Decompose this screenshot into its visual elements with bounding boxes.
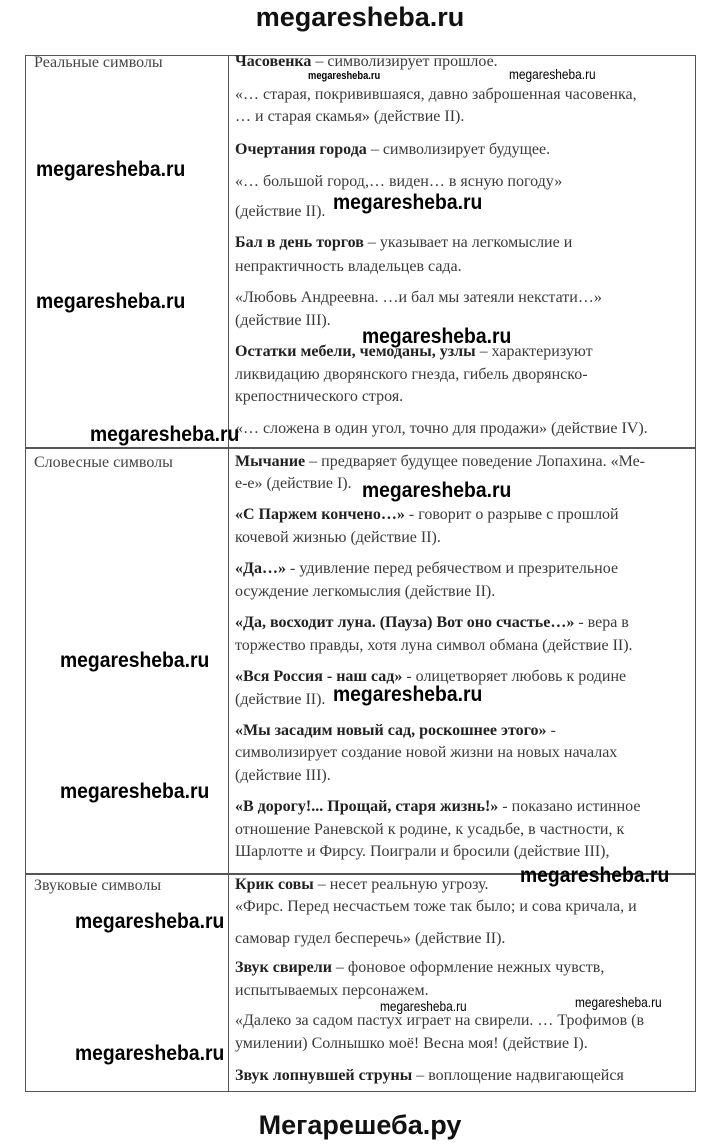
footer-title: Мегарешеба.ру [258, 1110, 462, 1140]
text-line [235, 312, 331, 330]
description: «Далеко за садом пастух играет на свирели. … Трофимов (в [235, 1012, 645, 1029]
text-line [235, 141, 550, 159]
text-line [235, 744, 617, 762]
site-title: megaresheba.ru [255, 2, 465, 32]
description: – несет реальную угрозу. [313, 876, 489, 893]
description: Шарлотте и Фирсу. Поиграли и бросили (действие III), [235, 843, 610, 860]
text-line [235, 86, 637, 104]
watermark: megaresheba.ru [333, 191, 483, 214]
text-line [235, 234, 572, 252]
text-line [235, 843, 609, 861]
term: Часовенка [235, 53, 312, 70]
term: Звук свирели [235, 959, 332, 976]
watermark: megaresheba.ru [333, 683, 483, 706]
row-label-verbal: Словесные символы [34, 454, 173, 471]
text-line [235, 930, 505, 948]
description: символизирует создание новой жизни на новых началах [235, 744, 618, 761]
description: «… сложена в один угол, точно для продажи» (действие IV). [235, 420, 648, 437]
description: ликвидацию дворянского гнезда, гибель дворянско- [235, 366, 588, 383]
text-line [235, 959, 604, 977]
description: осуждение легкомыслия (действие II). [235, 583, 496, 600]
term: «Да, восходит луна. (Пауза) Вот оно счастье…» [235, 614, 575, 631]
watermark: megaresheba.ru [308, 70, 381, 82]
watermark: megaresheba.ru [75, 1042, 225, 1065]
term: Очертания города [235, 141, 367, 158]
watermark: megaresheba.ru [362, 479, 512, 502]
text-line [235, 722, 556, 740]
term: «Вся Россия - наш сад» [235, 668, 403, 685]
description: «… старая, покривившаяся, давно заброшенная часовенка, [235, 86, 637, 103]
text-line [235, 614, 629, 632]
watermark: megaresheba.ru [509, 66, 596, 82]
description: - вера в [574, 614, 629, 631]
text-line [235, 821, 624, 839]
text-line [235, 1035, 588, 1053]
text-line [235, 637, 633, 655]
description: «… большой город,… виден… в ясную погоду» [235, 173, 563, 190]
text-line [235, 258, 462, 276]
text-line [235, 420, 648, 438]
description: – характеризуют [475, 343, 593, 360]
description: - удивление перед ребячеством и презрительное [286, 560, 619, 577]
description: – символизирует прошлое. [311, 53, 498, 70]
term: Звук лопнувшей струны [235, 1067, 413, 1084]
text-line [235, 691, 325, 709]
text-line [235, 1067, 624, 1085]
row-divider [25, 447, 696, 449]
description: – указывает на легкомыслие и [363, 234, 573, 251]
watermark: megaresheba.ru [36, 158, 186, 181]
description: – фоновое оформление нежных чувств, [331, 959, 605, 976]
text-line [235, 366, 588, 384]
description: е-е» (действие I). [235, 475, 352, 492]
description: торжество правды, хотя луна символ обмана (действие II). [235, 637, 633, 654]
description: (действие II). [235, 203, 326, 220]
description: (действие III). [235, 312, 331, 329]
text-line [235, 560, 618, 578]
text-line [235, 506, 619, 524]
text-line [235, 203, 325, 221]
term: Крик совы [235, 876, 314, 893]
description: - показано истинное [498, 798, 641, 815]
text-line [235, 453, 645, 471]
term: Мычание [235, 453, 306, 470]
watermark: megaresheba.ru [60, 649, 210, 672]
description: отношение Раневской к родине, к усадьбе, в частности, к [235, 821, 625, 838]
text-line [235, 289, 602, 307]
description: - олицетворяет любовь к родине [402, 668, 627, 685]
text-line [235, 583, 495, 601]
row-label-real: Реальные символы [34, 54, 163, 71]
row-label-sound: Звуковые символы [34, 877, 162, 894]
watermark: megaresheba.ru [36, 290, 186, 313]
description: … и старая скамья» (действие II). [235, 108, 465, 125]
text-line [235, 529, 441, 547]
text-line [235, 108, 464, 126]
description: – воплощение надвигающейся [412, 1067, 624, 1084]
description: – предваряет будущее поведение Лопахина. «Ме- [305, 453, 646, 470]
description: «Фирс. Перед несчастьем тоже так было; и сова кричала, и [235, 898, 637, 915]
term: Остатки мебели, чемоданы, узлы [235, 343, 476, 360]
watermark: megaresheba.ru [520, 864, 670, 887]
text-line [235, 173, 562, 191]
description: (действие III). [235, 767, 331, 784]
term: Бал в день торгов [235, 234, 364, 251]
description: – символизирует будущее. [366, 141, 551, 158]
watermark: megaresheba.ru [60, 780, 210, 803]
text-line [235, 1012, 644, 1030]
description: кочевой жизнью (действие II). [235, 529, 441, 546]
description: «Любовь Андреевна. …и бал мы затеяли некстати…» [235, 289, 602, 306]
term: «Мы засадим новый сад, роскошнее этого» [235, 722, 547, 739]
description: умилении) Солнышко моё! Весна моя! (действие I). [235, 1035, 588, 1052]
description: испытываемых персонажем. [235, 982, 429, 999]
text-line [235, 475, 352, 493]
term: «В дорогу!... Прощай, старя жизнь!» [235, 798, 499, 815]
watermark: megaresheba.ru [90, 423, 240, 446]
watermark: megaresheba.ru [362, 325, 512, 348]
watermark: megaresheba.ru [75, 910, 225, 933]
description: - [546, 722, 556, 739]
text-line [235, 898, 637, 916]
watermark: megaresheba.ru [575, 994, 662, 1010]
term: «С Паржем кончено…» [235, 506, 405, 523]
text-line [235, 876, 489, 894]
text-line [235, 388, 403, 406]
description: крепостнического строя. [235, 388, 404, 405]
text-line [235, 53, 498, 71]
column-divider [228, 55, 229, 1092]
text-line [235, 767, 331, 785]
description: самовар гудел бесперечь» (действие II). [235, 930, 506, 947]
term: «Да…» [235, 560, 287, 577]
description: - говорит о разрыве с прошлой [404, 506, 619, 523]
text-line [235, 798, 640, 816]
description: непрактичность владельцев сада. [235, 258, 462, 275]
description: (действие II). [235, 691, 326, 708]
watermark: megaresheba.ru [380, 998, 467, 1014]
